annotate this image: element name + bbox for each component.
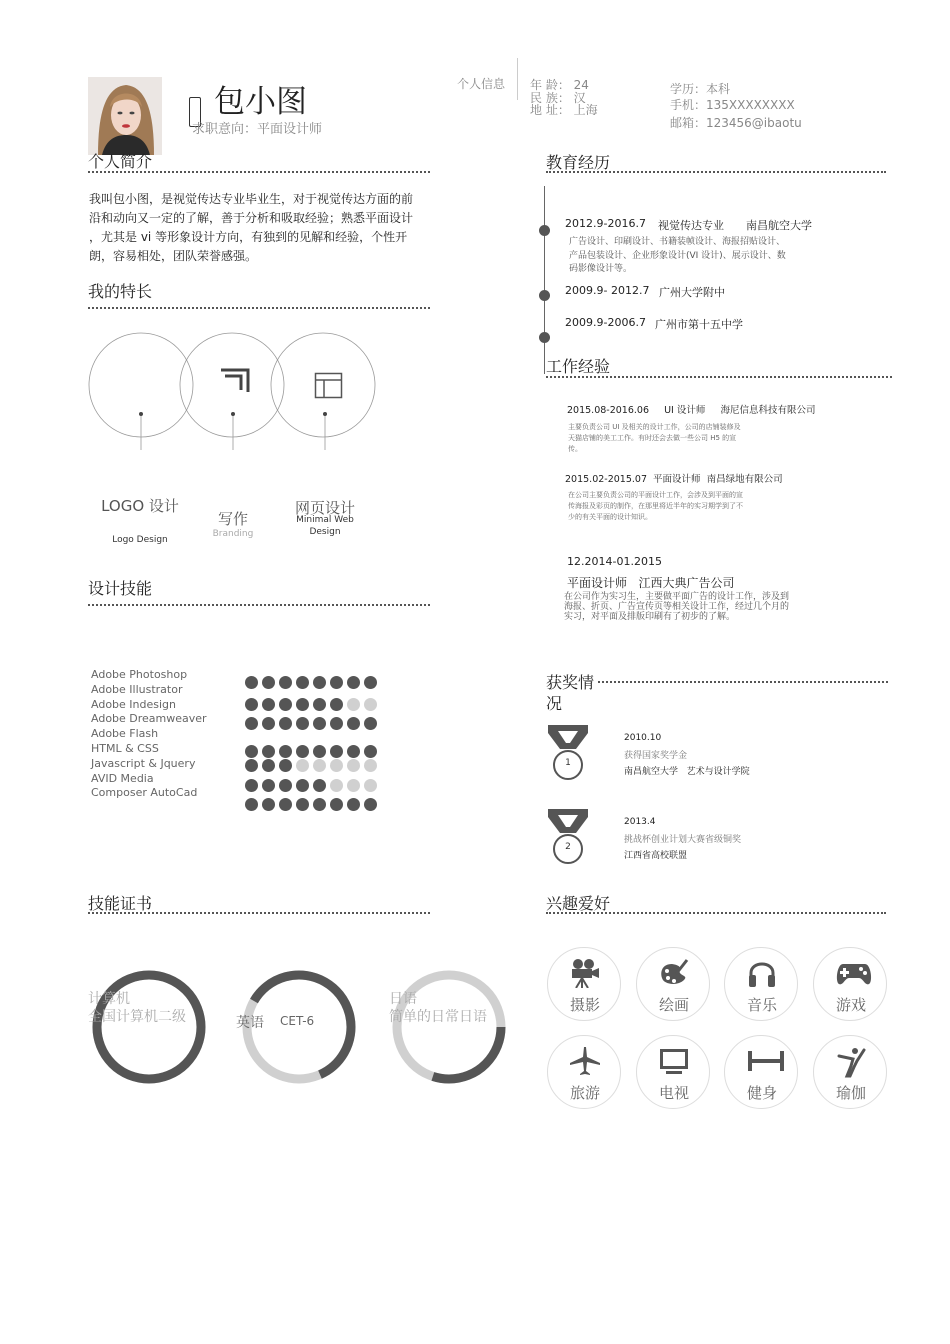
intro-line: 我叫包小图，是视觉传达专业毕业生，对于视觉传达方面的前 bbox=[89, 192, 414, 206]
work-desc-line: 天猫店铺的美工工作。有时还会去做一些公司 H5 的宣 bbox=[568, 434, 737, 442]
skill-dot bbox=[330, 717, 343, 730]
skill-dot bbox=[262, 779, 275, 792]
skill-dot bbox=[262, 717, 275, 730]
education-title: 教育经历 bbox=[546, 153, 611, 172]
specialty-title: 我的特长 bbox=[88, 282, 153, 301]
skill-dot-row bbox=[245, 779, 377, 792]
work-desc-line: 实习，对平面及排版印刷有了初步的了解。 bbox=[564, 612, 736, 622]
hobby-label: 游戏 bbox=[835, 996, 866, 1014]
cert-computer-desc: 全国计算机二级 bbox=[88, 1009, 186, 1025]
skill-name: Adobe Indesign bbox=[91, 697, 176, 711]
skill-dot bbox=[347, 676, 360, 689]
award-rank: 1 bbox=[565, 758, 571, 768]
pen-icon bbox=[219, 366, 251, 394]
medal-icon bbox=[546, 807, 590, 869]
work-desc-line: 传海报及彩页的制作，在那里将近半年的实习期学到了不 bbox=[568, 502, 743, 510]
skill-dot bbox=[330, 759, 343, 772]
skill-dot bbox=[279, 779, 292, 792]
skill-dot bbox=[245, 798, 258, 811]
award-date: 2010.10 bbox=[624, 733, 662, 743]
skill-dot bbox=[262, 698, 275, 711]
work-desc-line: 在公司主要负责公司的平面设计工作，会涉及到平面的宣 bbox=[568, 491, 743, 499]
education-desc-line: 产品包装设计、企业形象设计(VI 设计)、展示设计、数 bbox=[569, 250, 786, 261]
skill-dot bbox=[245, 698, 258, 711]
skill-name: Javascript & Jquery bbox=[91, 756, 196, 770]
education-timeline-line bbox=[544, 186, 545, 374]
personal-info-label: 个人信息 bbox=[457, 77, 506, 91]
skill-dot bbox=[313, 779, 326, 792]
work-divider bbox=[546, 376, 892, 378]
award-name: 获得国家奖学金 bbox=[624, 751, 688, 761]
specialty-web-sub: Minimal Web Design bbox=[296, 515, 354, 537]
intro-line: 沿和动向又一定的了解，善于分析和吸取经验；熟悉平面设计 bbox=[89, 211, 414, 225]
work-head: 2015.02-2015.07 平面设计师 南昌绿地有限公司 bbox=[565, 474, 783, 485]
education-school: 广州大学附中 bbox=[659, 286, 725, 299]
timeline-dot bbox=[539, 225, 550, 236]
work-desc-line: 海报、折页、广告宣传页等相关设计工作，经过几个月的 bbox=[564, 602, 790, 612]
age-field: 年 龄： 24 bbox=[530, 78, 589, 92]
header-divider bbox=[517, 58, 518, 100]
specialty-writing-label: 写作 bbox=[217, 510, 248, 528]
skill-dot bbox=[279, 698, 292, 711]
skill-dot bbox=[347, 698, 360, 711]
skill-dot bbox=[330, 698, 343, 711]
work-desc-line: 主要负责公司 UI 及相关的设计工作，公司的店铺装修及 bbox=[568, 423, 741, 431]
skill-dot-row bbox=[245, 676, 377, 689]
skill-dot bbox=[330, 779, 343, 792]
skill-dot bbox=[364, 759, 377, 772]
skill-name: Adobe Dreamweaver bbox=[91, 712, 207, 726]
skill-dot bbox=[364, 717, 377, 730]
skill-dot bbox=[262, 676, 275, 689]
hobby-label: 音乐 bbox=[746, 996, 777, 1014]
skill-dot bbox=[347, 798, 360, 811]
skill-dot bbox=[296, 717, 309, 730]
education-school: 广州市第十五中学 bbox=[655, 318, 743, 331]
skill-dot bbox=[313, 798, 326, 811]
intro-line: 朗，容易相处，团队荣誉感强。 bbox=[89, 249, 258, 263]
hobby-dumbbell bbox=[724, 1035, 798, 1109]
skill-dot bbox=[245, 676, 258, 689]
certs-divider bbox=[88, 912, 430, 914]
education-field: 学历：本科 bbox=[670, 82, 731, 96]
skill-dot bbox=[364, 798, 377, 811]
specialty-logo-sub: Logo Design bbox=[112, 535, 168, 545]
education-desc-line: 广告设计、印刷设计、书籍装帧设计、海报招贴设计、 bbox=[569, 237, 786, 247]
profile-photo bbox=[88, 77, 162, 155]
cert-computer-name: 计算机 bbox=[88, 991, 130, 1007]
education-school: 南昌航空大学 bbox=[746, 219, 812, 232]
cert-english-desc: CET-6 bbox=[280, 1014, 315, 1028]
specialty-writing-sub: Branding bbox=[212, 529, 254, 539]
work-title: 工作经验 bbox=[546, 357, 611, 376]
skill-dot bbox=[347, 779, 360, 792]
award-org: 南昌航空大学 艺术与设计学院 bbox=[624, 767, 750, 777]
skill-dot bbox=[279, 745, 292, 758]
specialty-divider bbox=[88, 307, 430, 309]
hobbies-title: 兴趣爱好 bbox=[546, 894, 611, 913]
phone-field: 手机：135XXXXXXXX bbox=[670, 98, 795, 112]
skills-divider bbox=[88, 604, 430, 606]
skill-dot-row bbox=[245, 798, 377, 811]
award-rank: 2 bbox=[565, 842, 571, 852]
timeline-dot bbox=[539, 332, 550, 343]
intro-line: ，尤其是 vi 等形象设计方向，有独到的见解和经验，个性开 bbox=[89, 230, 408, 244]
work-desc bbox=[568, 422, 808, 455]
ethnicity-field: 民 族： 汉 bbox=[530, 91, 586, 105]
work-head-2: 平面设计师 江西大典广告公司 bbox=[567, 576, 735, 590]
skill-dot bbox=[296, 798, 309, 811]
timeline-dot bbox=[539, 290, 550, 301]
award-org: 江西省高校联盟 bbox=[624, 851, 688, 861]
hobby-camera bbox=[547, 947, 621, 1021]
work-head: 2015.08-2016.06 UI 设计师 海尼信息科技有限公司 bbox=[567, 405, 816, 416]
skill-dot bbox=[364, 698, 377, 711]
candidate-name: 包小图 bbox=[214, 84, 307, 120]
medal-icon bbox=[546, 723, 590, 785]
address-field: 地 址： 上海 bbox=[530, 103, 598, 117]
education-desc-line: 码影像设计等。 bbox=[569, 264, 633, 274]
skill-dot bbox=[313, 698, 326, 711]
hobby-headphones bbox=[724, 947, 798, 1021]
work-desc-line: 少的有关平面的设计知识。 bbox=[568, 513, 652, 521]
web-layout-icon bbox=[314, 372, 344, 400]
skill-dot bbox=[296, 676, 309, 689]
award-date: 2013.4 bbox=[624, 817, 656, 827]
email-field: 邮箱：123456@ibaotu bbox=[670, 116, 802, 130]
skill-dot bbox=[330, 676, 343, 689]
skill-dot bbox=[296, 779, 309, 792]
skill-dot bbox=[313, 745, 326, 758]
hobby-airplane bbox=[547, 1035, 621, 1109]
skill-name-list bbox=[91, 668, 207, 801]
skill-name: Adobe Illustrator bbox=[91, 682, 183, 696]
skill-dot bbox=[313, 676, 326, 689]
hobby-label: 旅游 bbox=[569, 1084, 600, 1102]
hobby-label: 摄影 bbox=[569, 996, 600, 1014]
work-desc bbox=[568, 490, 808, 523]
skill-dot bbox=[279, 759, 292, 772]
skill-name: HTML & CSS bbox=[91, 741, 159, 755]
awards-divider bbox=[598, 681, 888, 683]
skill-dot bbox=[279, 676, 292, 689]
work-head: 12.2014-01.2015 bbox=[567, 555, 662, 568]
skill-dot bbox=[364, 745, 377, 758]
skill-dot bbox=[330, 798, 343, 811]
work-desc bbox=[564, 592, 809, 622]
skill-name: Adobe Flash bbox=[91, 727, 159, 741]
cert-japanese-desc: 简单的日常日语 bbox=[389, 1009, 487, 1025]
hobby-label: 瑜伽 bbox=[835, 1084, 866, 1102]
skill-dot bbox=[364, 779, 377, 792]
skill-name: Composer AutoCad bbox=[91, 786, 198, 800]
skill-dot-row bbox=[245, 745, 377, 758]
skill-dot bbox=[364, 676, 377, 689]
hobby-tv bbox=[636, 1035, 710, 1109]
skill-dot-row bbox=[245, 698, 377, 711]
skill-dot bbox=[313, 717, 326, 730]
award-name: 挑战杯创业计划大赛省级铜奖 bbox=[624, 835, 742, 845]
job-intent: 求职意向：平面设计师 bbox=[192, 122, 323, 137]
skill-dot bbox=[245, 745, 258, 758]
work-desc-line: 传。 bbox=[568, 445, 582, 453]
education-divider bbox=[546, 171, 886, 173]
hobby-label: 电视 bbox=[658, 1084, 689, 1102]
skill-dot bbox=[279, 717, 292, 730]
hobby-gamepad bbox=[813, 947, 887, 1021]
skill-dot bbox=[296, 698, 309, 711]
skill-dot-row bbox=[245, 717, 377, 730]
skill-dot bbox=[347, 717, 360, 730]
skill-name: Adobe Photoshop bbox=[91, 668, 188, 681]
skill-dot bbox=[313, 759, 326, 772]
skill-dot-row bbox=[245, 759, 377, 772]
skill-dot bbox=[296, 745, 309, 758]
education-date: 2009.9-2006.7 bbox=[565, 316, 646, 329]
intro-divider bbox=[88, 171, 430, 173]
skill-dot bbox=[245, 759, 258, 772]
cert-rings bbox=[80, 960, 520, 1100]
intro-title: 个人简介 bbox=[88, 152, 153, 171]
cert-english-name: 英语 bbox=[236, 1015, 264, 1031]
skill-dot bbox=[279, 798, 292, 811]
certs-title: 技能证书 bbox=[88, 894, 153, 913]
education-major: 视觉传达专业 bbox=[658, 219, 724, 232]
intro-text bbox=[89, 190, 449, 266]
awards-title: 获奖情况 bbox=[546, 673, 595, 713]
hobby-label: 绘画 bbox=[658, 996, 689, 1014]
education-date: 2009.9- 2012.7 bbox=[565, 284, 650, 297]
education-date: 2012.9-2016.7 bbox=[565, 217, 646, 230]
skill-dot bbox=[347, 745, 360, 758]
specialty-web-label: 网页设计 bbox=[294, 499, 355, 517]
skill-dot bbox=[347, 759, 360, 772]
hobbies-divider bbox=[546, 912, 886, 914]
skill-dot bbox=[262, 798, 275, 811]
hobby-palette bbox=[636, 947, 710, 1021]
skill-dot bbox=[330, 745, 343, 758]
cert-japanese-name: 日语 bbox=[389, 991, 417, 1007]
skill-dot bbox=[262, 759, 275, 772]
skill-dot bbox=[245, 717, 258, 730]
skills-title: 设计技能 bbox=[88, 579, 153, 598]
skill-dot bbox=[262, 745, 275, 758]
specialty-logo-label: LOGO 设计 bbox=[101, 497, 179, 515]
skill-dot bbox=[296, 759, 309, 772]
education-desc bbox=[569, 236, 819, 277]
skill-dot bbox=[245, 779, 258, 792]
skill-name: AVID Media bbox=[91, 771, 154, 785]
hobby-label: 健身 bbox=[746, 1084, 777, 1102]
hobby-yoga bbox=[813, 1035, 887, 1109]
work-desc-line: 在公司作为实习生，主要做平面广告的设计工作，涉及到 bbox=[564, 592, 790, 602]
